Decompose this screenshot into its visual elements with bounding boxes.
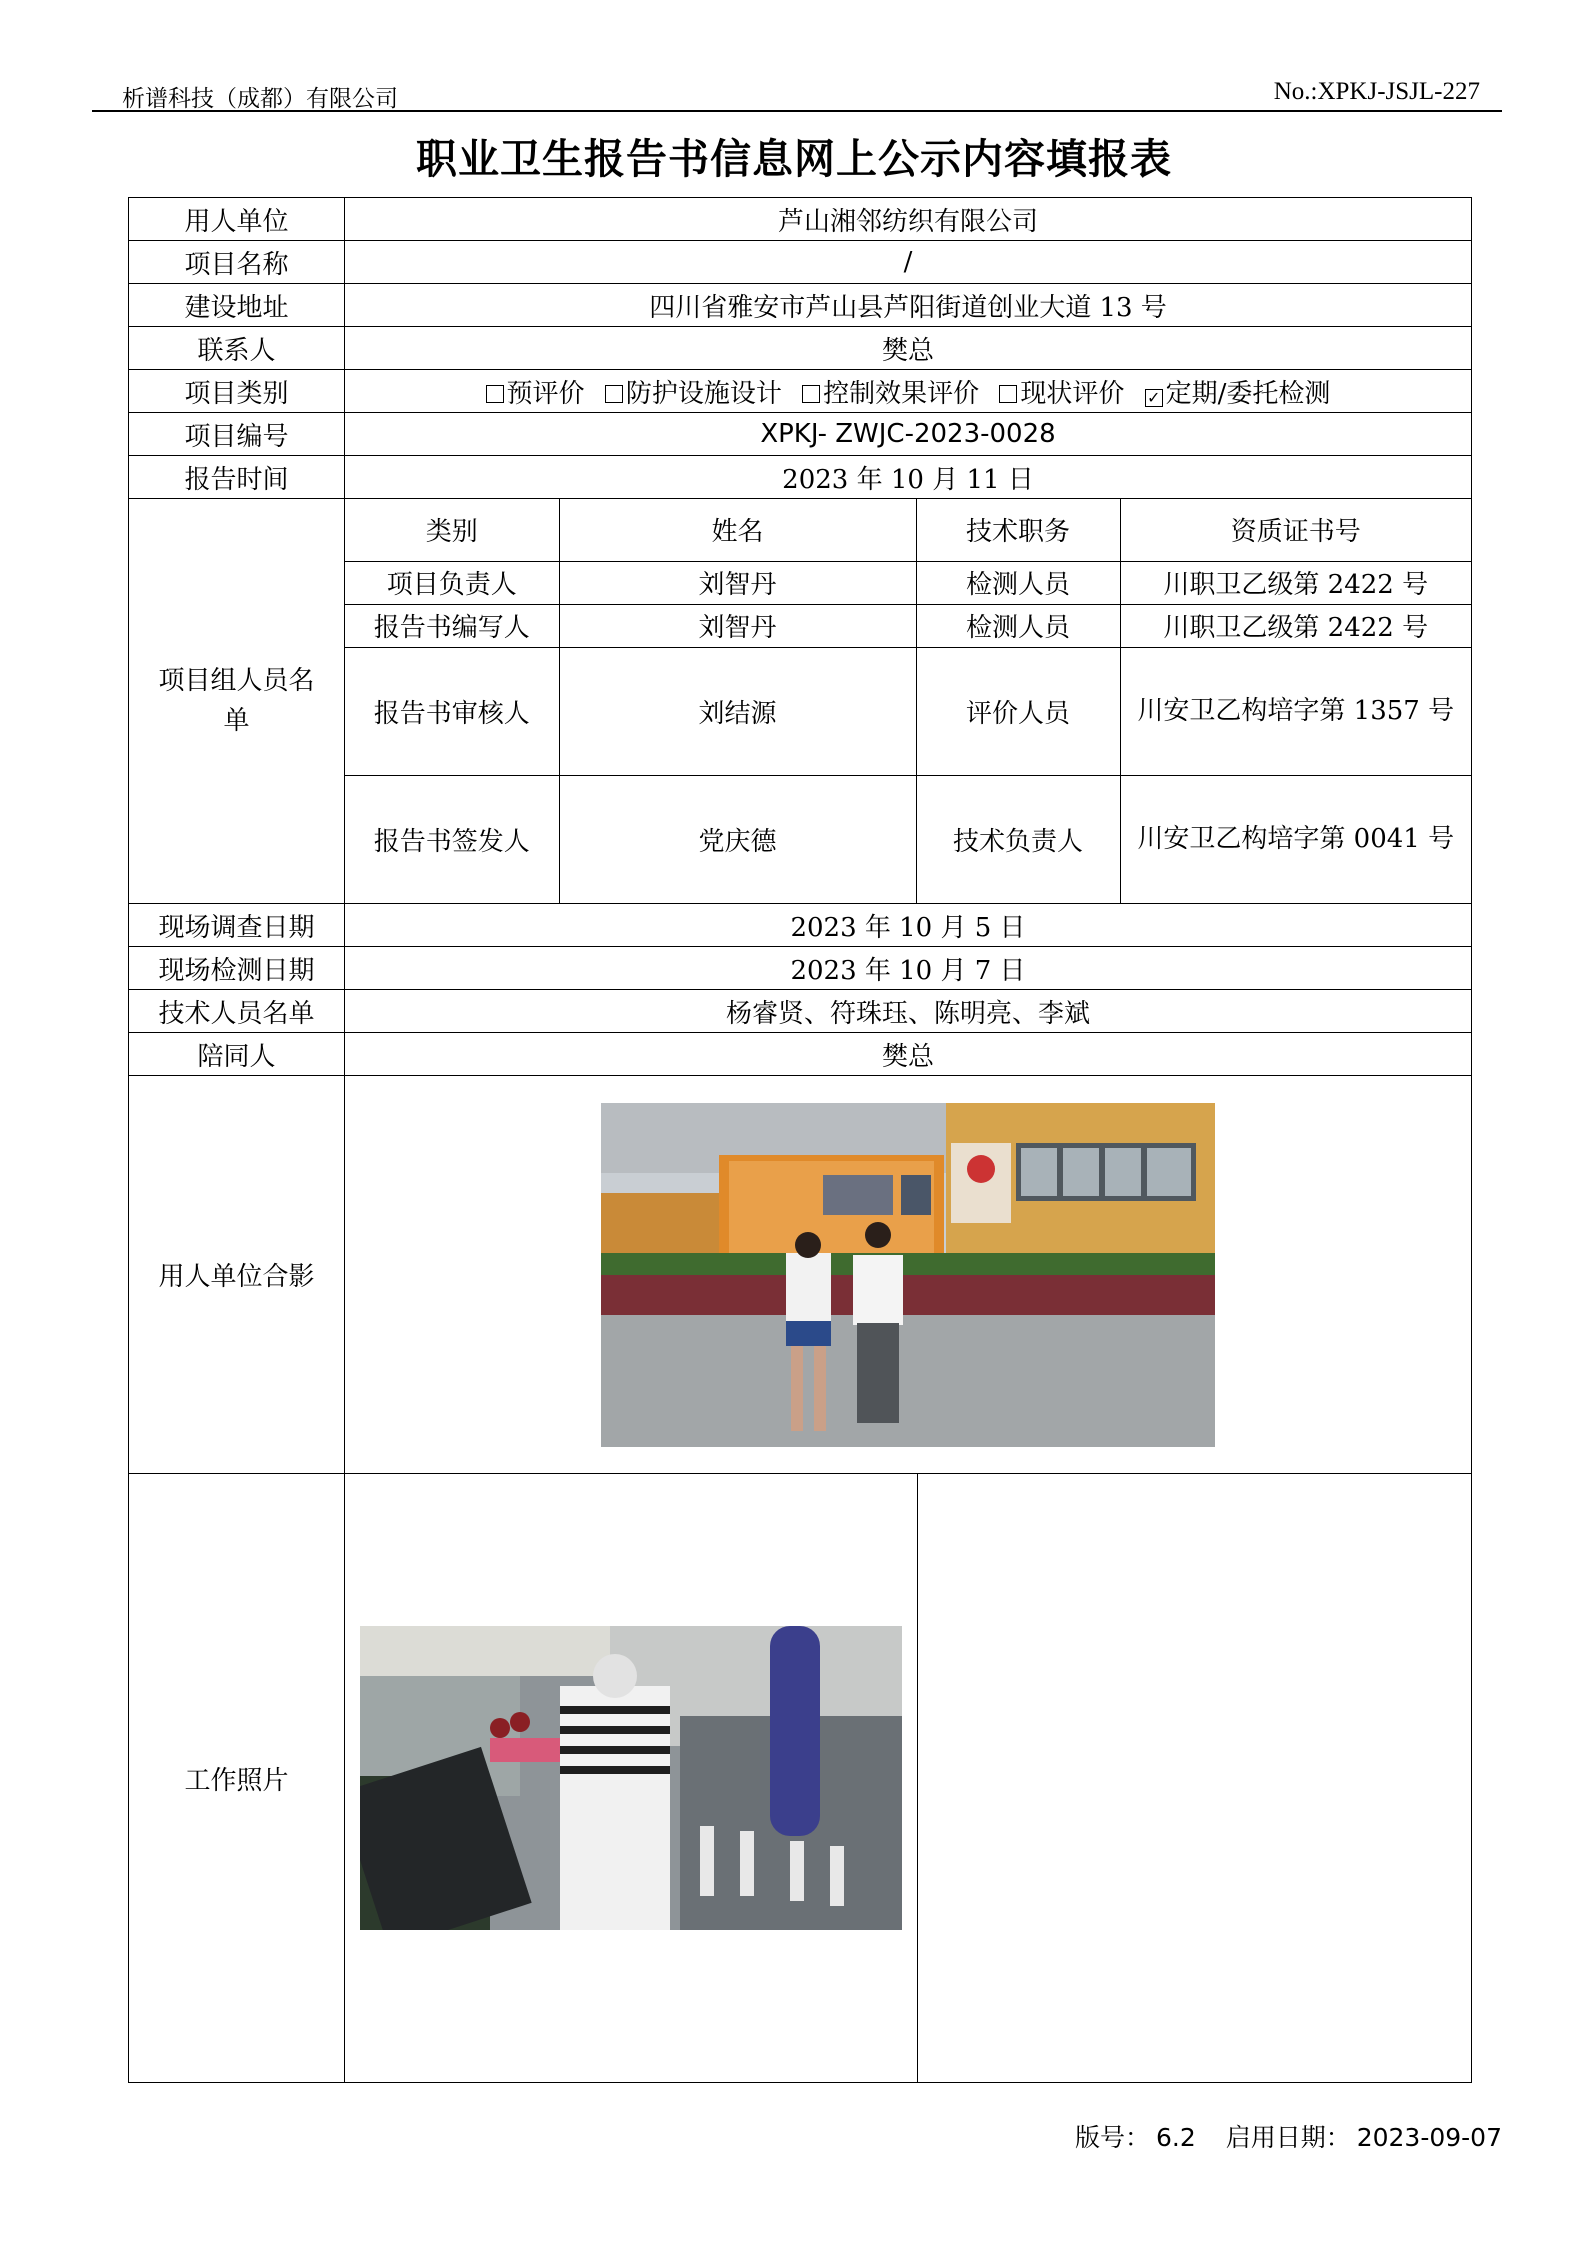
page-title: 职业卫生报告书信息网上公示内容填报表 bbox=[416, 135, 1172, 183]
member-cert: 川安卫乙构培字第 1357 号 bbox=[1120, 647, 1471, 775]
employer-label: 用人单位 bbox=[129, 198, 345, 241]
category-options bbox=[345, 370, 1472, 413]
report-date-label: 报告时间 bbox=[129, 456, 345, 499]
team-header-row bbox=[345, 499, 1471, 561]
team-member-row bbox=[345, 775, 1471, 903]
member-cert: 川职卫乙级第 2422 号 bbox=[1120, 604, 1471, 647]
project-no-label: 项目编号 bbox=[129, 413, 345, 456]
member-role: 项目负责人 bbox=[345, 561, 559, 604]
survey-date-value: 2023 年 10 月 5 日 bbox=[345, 904, 1472, 947]
category-option[interactable]: 预评价 bbox=[486, 379, 585, 409]
team-header-name: 姓名 bbox=[559, 499, 916, 561]
version-label: 版号： bbox=[1074, 2123, 1150, 2152]
member-role: 报告书编写人 bbox=[345, 604, 559, 647]
project-name-label: 项目名称 bbox=[129, 241, 345, 284]
row-group-photo bbox=[129, 1076, 1472, 1474]
member-title: 技术负责人 bbox=[916, 775, 1120, 903]
document-number: No.:XPKJ-JSJL-227 bbox=[1273, 78, 1480, 105]
version-footer bbox=[1069, 2118, 1502, 2154]
row-project-name bbox=[129, 241, 1472, 284]
row-project-no bbox=[129, 413, 1472, 456]
row-team bbox=[129, 499, 1472, 904]
member-title: 检测人员 bbox=[916, 561, 1120, 604]
checkbox-icon[interactable] bbox=[605, 385, 623, 403]
report-date-value: 2023 年 10 月 11 日 bbox=[345, 456, 1472, 499]
technicians-value: 杨睿贤、符珠珏、陈明亮、李斌 bbox=[345, 990, 1472, 1033]
row-employer bbox=[129, 198, 1472, 241]
company-name: 析谱科技（成都）有限公司 bbox=[122, 86, 398, 112]
member-name: 刘结源 bbox=[559, 647, 916, 775]
member-role: 报告书签发人 bbox=[345, 775, 559, 903]
survey-date-label: 现场调查日期 bbox=[129, 904, 345, 947]
category-label: 项目类别 bbox=[129, 370, 345, 413]
team-member-row bbox=[345, 647, 1471, 775]
effective-date-label: 启用日期： bbox=[1225, 2123, 1351, 2152]
member-name: 刘智丹 bbox=[559, 604, 916, 647]
work-photos-label: 工作照片 bbox=[129, 1474, 345, 2083]
header-divider bbox=[92, 110, 1502, 112]
member-title: 检测人员 bbox=[916, 604, 1120, 647]
team-header-category: 类别 bbox=[345, 499, 559, 561]
category-option[interactable]: 防护设施设计 bbox=[605, 379, 782, 409]
team-member-row bbox=[345, 561, 1471, 604]
team-cell bbox=[345, 499, 1472, 904]
row-survey-date bbox=[129, 904, 1472, 947]
member-cert: 川安卫乙构培字第 0041 号 bbox=[1120, 775, 1471, 903]
escort-label: 陪同人 bbox=[129, 1033, 345, 1076]
group-photo-label: 用人单位合影 bbox=[129, 1076, 345, 1474]
work-photo bbox=[360, 1626, 902, 1930]
row-category bbox=[129, 370, 1472, 413]
work-photo-slot-2 bbox=[917, 1474, 1471, 2082]
employer-value: 芦山湘邻纺织有限公司 bbox=[345, 198, 1472, 241]
member-role: 报告书审核人 bbox=[345, 647, 559, 775]
work-photo-image bbox=[360, 1626, 902, 1930]
group-photo bbox=[601, 1103, 1215, 1447]
checkbox-icon[interactable] bbox=[802, 385, 820, 403]
version-value: 6.2 bbox=[1155, 2123, 1196, 2152]
project-no-value: XPKJ- ZWJC-2023-0028 bbox=[345, 413, 1472, 456]
test-date-value: 2023 年 10 月 7 日 bbox=[345, 947, 1472, 990]
address-label: 建设地址 bbox=[129, 284, 345, 327]
row-technicians bbox=[129, 990, 1472, 1033]
checkbox-icon[interactable]: ✓ bbox=[1145, 389, 1163, 407]
escort-value: 樊总 bbox=[345, 1033, 1472, 1076]
checkbox-icon[interactable] bbox=[486, 385, 504, 403]
work-photos-grid bbox=[345, 1474, 1471, 2082]
row-address bbox=[129, 284, 1472, 327]
member-cert: 川职卫乙级第 2422 号 bbox=[1120, 561, 1471, 604]
member-name: 党庆德 bbox=[559, 775, 916, 903]
disclosure-form bbox=[128, 197, 1472, 2083]
contact-label: 联系人 bbox=[129, 327, 345, 370]
team-member-row bbox=[345, 604, 1471, 647]
work-photos-cell bbox=[345, 1474, 1472, 2083]
category-option[interactable]: 现状评价 bbox=[999, 379, 1124, 409]
row-report-date bbox=[129, 456, 1472, 499]
member-title: 评价人员 bbox=[916, 647, 1120, 775]
group-photo-cell bbox=[345, 1076, 1472, 1474]
address-value: 四川省雅安市芦山县芦阳街道创业大道 13 号 bbox=[345, 284, 1472, 327]
team-label: 项目组人员名单 bbox=[129, 499, 345, 904]
contact-value: 樊总 bbox=[345, 327, 1472, 370]
team-header-cert: 资质证书号 bbox=[1120, 499, 1471, 561]
team-header-title: 技术职务 bbox=[916, 499, 1120, 561]
effective-date-value: 2023-09-07 bbox=[1356, 2123, 1502, 2152]
row-escort bbox=[129, 1033, 1472, 1076]
team-table bbox=[345, 499, 1471, 903]
category-option[interactable]: ✓ 定期/委托检测 bbox=[1145, 379, 1331, 409]
test-date-label: 现场检测日期 bbox=[129, 947, 345, 990]
member-name: 刘智丹 bbox=[559, 561, 916, 604]
project-name-value: / bbox=[345, 241, 1472, 284]
technicians-label: 技术人员名单 bbox=[129, 990, 345, 1033]
row-test-date bbox=[129, 947, 1472, 990]
checkbox-icon[interactable] bbox=[999, 385, 1017, 403]
row-contact bbox=[129, 327, 1472, 370]
group-photo-image bbox=[601, 1103, 1215, 1447]
work-photo-slot-1 bbox=[345, 1474, 917, 2082]
row-work-photos bbox=[129, 1474, 1472, 2083]
category-option[interactable]: 控制效果评价 bbox=[802, 379, 979, 409]
